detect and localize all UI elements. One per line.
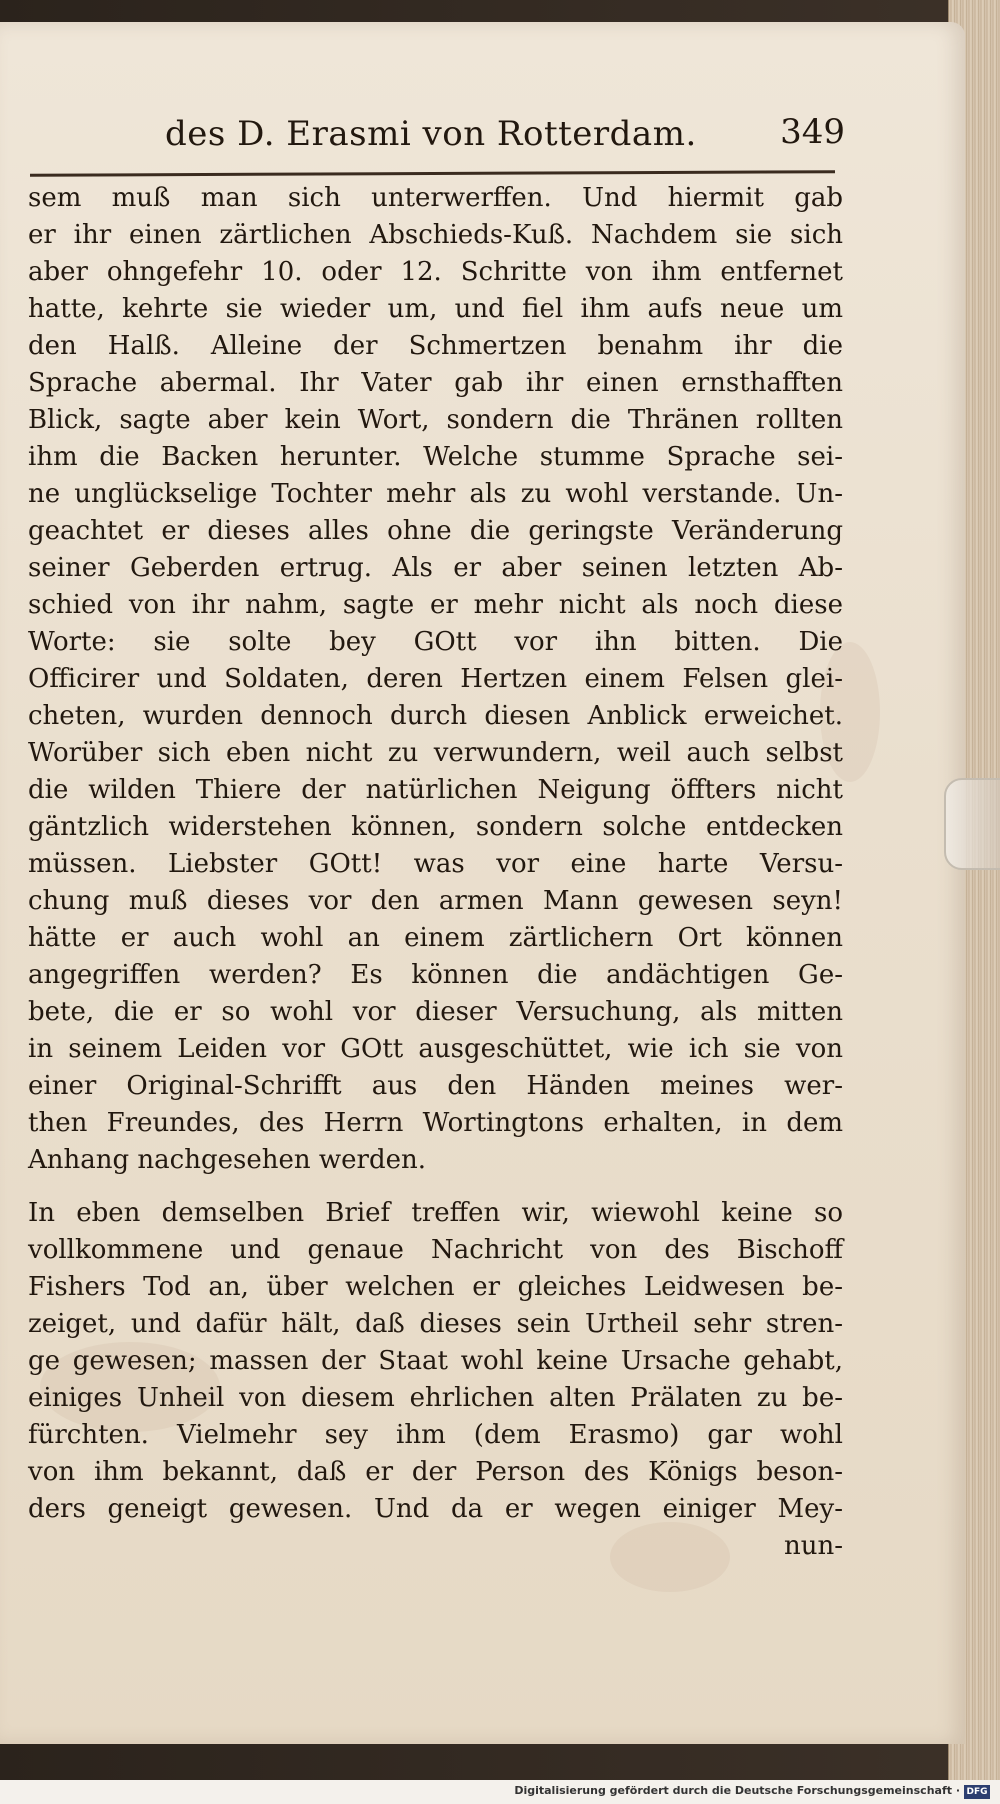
page-tab-marker — [944, 778, 1000, 870]
text-line: nun- — [783, 1531, 843, 1561]
text-line: Worüber sich eben nicht zu verwundern, weil auch selbst — [28, 738, 843, 768]
text-line: schied von ihr nahm, sagte er mehr nicht als noch diese — [28, 590, 843, 620]
header-rule — [30, 170, 835, 177]
text-line: in seinem Leiden vor GOtt ausgeschüttet, wie ich sie von — [28, 1034, 843, 1064]
paragraph-gap — [28, 1179, 843, 1195]
text-line: Sprache abermal. Ihr Vater gab ihr einen ernsthafften — [28, 368, 843, 398]
page-number: 349 — [780, 112, 845, 152]
dfg-logo: DFG — [964, 1785, 990, 1799]
book-page — [0, 22, 965, 1744]
text-line: fürchten. Vielmehr sey ihm (dem Erasmo) gar wohl — [28, 1420, 843, 1450]
text-line: die wilden Thiere der natürlichen Neigung öffters nicht — [28, 775, 843, 805]
text-line: Blick, sagte aber kein Wort, sondern die Thränen rollten — [28, 405, 843, 435]
text-line: von ihm bekannt, daß er der Person des Königs beson- — [28, 1457, 843, 1487]
page-header — [165, 108, 845, 158]
text-line: ders geneigt gewesen. Und da er wegen einiger Mey- — [28, 1494, 843, 1524]
body-text — [28, 180, 843, 1565]
text-line: then Freundes, des Herrn Wortingtons erhalten, in dem — [28, 1108, 843, 1138]
running-head: des D. Erasmi von Rotterdam. — [165, 114, 697, 154]
text-line: seiner Geberden ertrug. Als er aber seinen letzten Ab- — [28, 553, 843, 583]
text-line: In eben demselben Brief treffen wir, wiewohl keine so — [28, 1198, 843, 1228]
text-line: den Halß. Alleine der Schmertzen benahm ihr die — [28, 331, 843, 361]
text-line: aber ohngefehr 10. oder 12. Schritte von ihm entfernet — [28, 257, 843, 287]
text-line: sem muß man sich unterwerffen. Und hiermit gab — [28, 183, 843, 213]
text-line: er ihr einen zärtlichen Abschieds-Kuß. Nachdem sie sich — [28, 220, 843, 250]
text-line: ge gewesen; massen der Staat wohl keine Ursache gehabt, — [28, 1346, 843, 1376]
text-line: müssen. Liebster GOtt! was vor eine harte Versu- — [28, 849, 843, 879]
text-line: einer Original-Schrifft aus den Händen meines wer- — [28, 1071, 843, 1101]
text-line: einiges Unheil von diesem ehrlichen alten Prälaten zu be- — [28, 1383, 843, 1413]
text-line: Anhang nachgesehen werden. — [28, 1145, 426, 1175]
footer-bar — [0, 1780, 1000, 1804]
text-line: ne unglückselige Tochter mehr als zu wohl verstande. Un- — [28, 479, 843, 509]
text-line: gäntzlich widerstehen können, sondern solche entdecken — [28, 812, 843, 842]
text-line: geachtet er dieses alles ohne die geringste Veränderung — [28, 516, 843, 546]
text-line: cheten, wurden dennoch durch diesen Anblick erweichet. — [28, 701, 843, 731]
text-line: hatte, kehrte sie wieder um, und fiel ihm aufs neue um — [28, 294, 843, 324]
text-line: Worte: sie solte bey GOtt vor ihn bitten. Die — [28, 627, 843, 657]
text-line: Officirer und Soldaten, deren Hertzen einem Felsen glei- — [28, 664, 843, 694]
text-line: ihm die Backen herunter. Welche stumme Sprache sei- — [28, 442, 843, 472]
text-line: vollkommene und genaue Nachricht von des Bischoff — [28, 1235, 843, 1265]
text-line: zeiget, und dafür hält, daß dieses sein Urtheil sehr stren- — [28, 1309, 843, 1339]
text-line: bete, die er so wohl vor dieser Versuchung, als mitten — [28, 997, 843, 1027]
text-line: chung muß dieses vor den armen Mann gewesen seyn! — [28, 886, 843, 916]
text-line: hätte er auch wohl an einem zärtlichern Ort können — [28, 923, 843, 953]
text-line: angegriffen werden? Es können die andächtigen Ge- — [28, 960, 843, 990]
text-line: Fishers Tod an, über welchen er gleiches Leidwesen be- — [28, 1272, 843, 1302]
footer-credit: Digitalisierung gefördert durch die Deutsche Forschungsgemeinschaft · — [514, 1784, 960, 1797]
